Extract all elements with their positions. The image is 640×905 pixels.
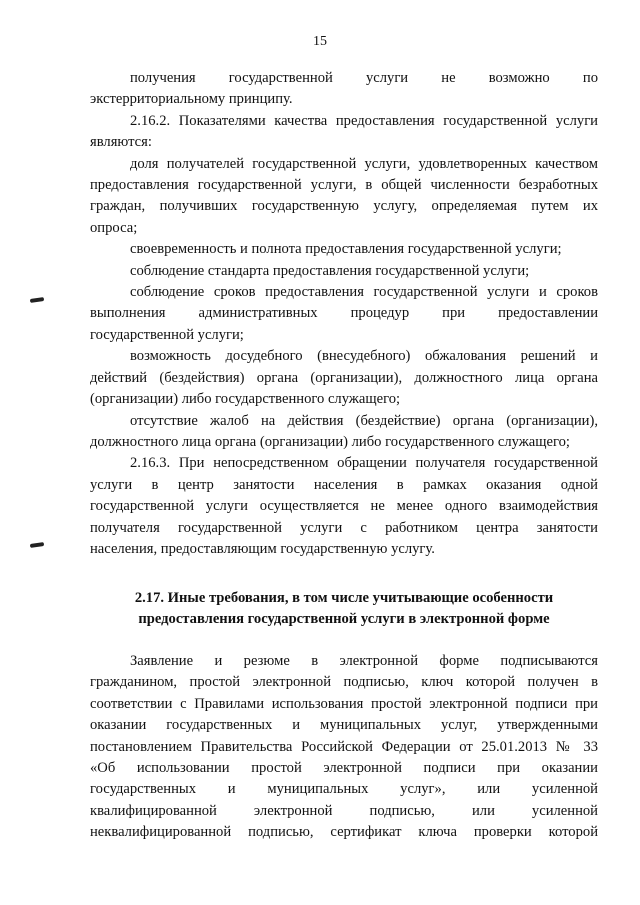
text-line: должностного лица органа (организации) либо государственного служащего; [90, 433, 570, 450]
text-line: гражданином, простой электронной подписью, ключ которой получен в [90, 674, 598, 691]
text-line: соблюдение сроков предоставления государственной услуги и сроков [130, 284, 598, 301]
body-text-upper [90, 68, 598, 560]
text-line: квалифицированной электронной подписью, или усиленной [90, 802, 598, 819]
text-line: постановлением Правительства Российской Федерации от 25.01.2013 № 33 [90, 738, 598, 755]
text-line: государственной услуги осуществляется не менее одного взаимодействия [90, 498, 598, 515]
text-line: предоставления государственной услуги, в общей численности безработных [90, 177, 598, 194]
page-number: 15 [313, 34, 327, 49]
text-line: государственной услуги; [90, 326, 244, 343]
text-line: 2.16.2. Показателями качества предоставления государственной услуги [130, 112, 598, 129]
text-line: неквалифицированной подписью, сертификат ключа проверки которой [90, 824, 598, 841]
text-line: оказании государственных и муниципальных услуг, утвержденными [90, 717, 598, 734]
text-line: соблюдение стандарта предоставления государственной услуги; [130, 262, 530, 279]
text-line: государственных и муниципальных услуг», или усиленной [90, 781, 598, 798]
text-line: «Об использовании простой электронной подписи при оказании [90, 760, 598, 777]
text-line: получателя государственной услуги с работником центра занятости [90, 519, 598, 536]
heading-line: предоставления государственной услуги в электронной форме [138, 611, 550, 628]
body-text-lower [90, 651, 598, 844]
text-line: соответствии с Правилами использования простой электронной подписи при [90, 695, 598, 712]
text-line: экстерриториальному принципу. [90, 91, 293, 108]
text-line: опроса; [90, 219, 138, 236]
text-line: возможность досудебного (внесудебного) обжалования решений и [130, 348, 598, 365]
text-line: (организации) либо государственного служащего; [90, 391, 401, 408]
text-line: получения государственной услуги не возможно по [130, 70, 598, 86]
text-line: выполнения административных процедур при предоставлении [90, 305, 598, 322]
section-heading [90, 588, 598, 631]
text-line: Заявление и резюме в электронной форме подписываются [130, 653, 598, 669]
text-line: доля получателей государственной услуги, удовлетворенных качеством [130, 155, 598, 172]
text-line: населения, предоставляющим государственную услугу. [90, 540, 435, 557]
text-line: услуги в центр занятости населения в рамках оказания одной [90, 476, 598, 493]
text-line: 2.16.3. При непосредственном обращении получателя государственной [130, 455, 598, 472]
scan-mark [30, 297, 44, 303]
text-line: отсутствие жалоб на действия (бездействие) органа (организации), [130, 412, 598, 429]
text-line: своевременность и полнота предоставления государственной услуги; [130, 241, 562, 258]
scan-mark [30, 542, 44, 548]
heading-line: 2.17. Иные требования, в том числе учитывающие особенности [134, 590, 554, 606]
text-line: граждан, получивших государственную услугу, определяемая путем их [90, 198, 598, 215]
text-line: действий (бездействия) органа (организации), должностного лица органа [90, 369, 598, 386]
text-line: являются: [90, 134, 152, 151]
